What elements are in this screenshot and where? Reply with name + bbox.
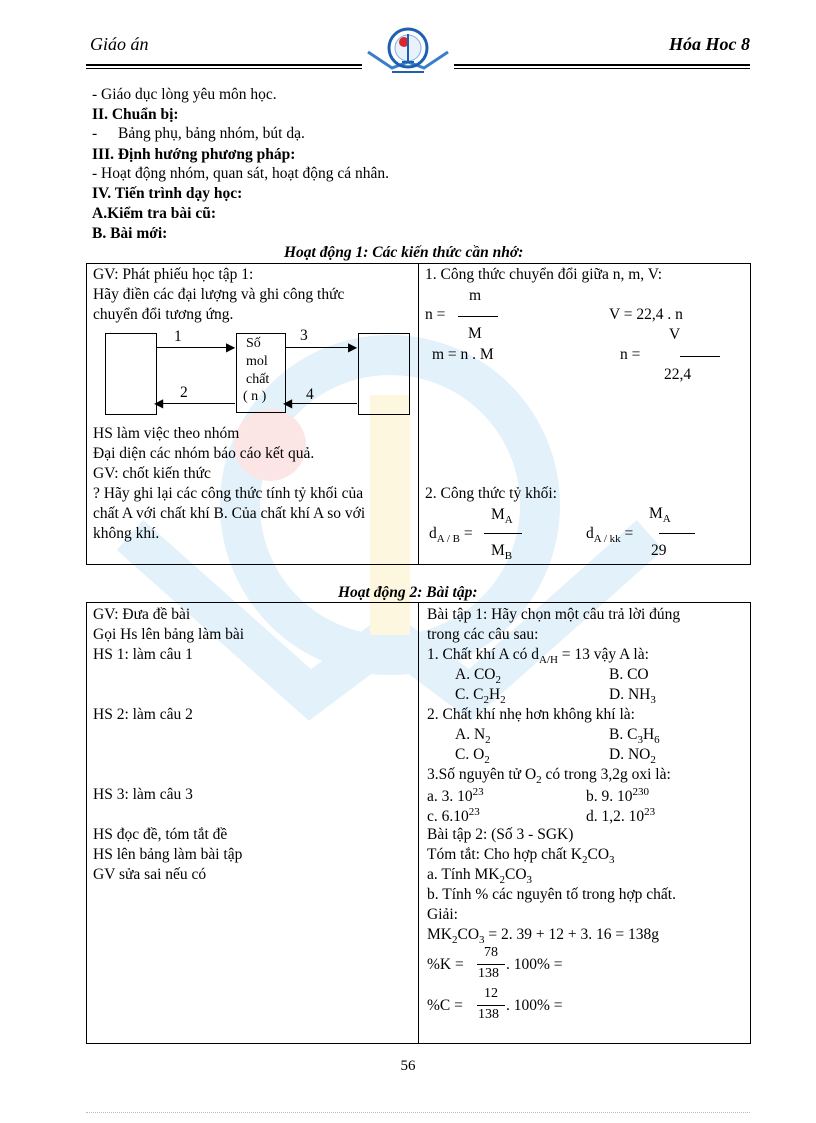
frac-line-pc <box>477 1005 505 1006</box>
hd2-left-1: GV: Đưa đề bài <box>93 606 191 623</box>
hd1-right-1: 1. Công thức chuyển đổi giữa n, m, V: <box>425 266 663 283</box>
q2-option-a: A. $N_2$ <box>455 726 491 747</box>
arrow-3-head-icon: ▶ <box>348 340 358 354</box>
section-iii-heading: III. Định hướng phương pháp: <box>92 146 296 163</box>
diagram-box-right <box>358 333 410 415</box>
frac-line-4 <box>659 533 695 534</box>
intro-dash: - <box>92 125 98 142</box>
arrow-2-label: 2 <box>180 384 188 401</box>
frac-V-num: V <box>669 326 681 343</box>
hd1-left-3: chuyển đổi tương ứng. <box>93 306 234 323</box>
q1-option-c: C. $C_2H_2$ <box>455 686 506 707</box>
hd1-left-2: Hãy điền các đại lượng và ghi công thức <box>93 286 345 303</box>
hd2-left-6: HS đọc đề, tóm tắt đề <box>93 826 228 843</box>
bt1-line-1: Bài tập 1: Hãy chọn một câu trả lời đúng <box>427 606 681 623</box>
solution-label: Giải: <box>427 906 458 923</box>
dakk-label: $d_{A / kk}$ = <box>586 525 634 546</box>
pk-den: 138 <box>478 966 499 981</box>
pk-label: %K = <box>427 956 464 973</box>
q1-option-a: A. $CO_2$ <box>455 666 501 687</box>
pk-num: 78 <box>484 945 498 960</box>
frac-line-2 <box>680 356 720 357</box>
bt2-part-a: a. Tính $MK_2CO_3$ <box>427 866 533 887</box>
arrow-2 <box>157 403 235 404</box>
pc-label: %C = <box>427 997 463 1014</box>
hd2-left-8: GV sửa sai nếu có <box>93 866 207 883</box>
intro-line-3: Bảng phụ, bảng nhóm, bút dạ. <box>118 125 305 142</box>
n-eq2-label: n = <box>620 346 641 363</box>
arrow-1-label: 1 <box>174 328 182 345</box>
arrow-4-label: 4 <box>306 386 314 403</box>
dakk-num: $M_A$ <box>649 505 671 526</box>
frac-M-den: M <box>468 325 482 342</box>
section-iv-heading: IV. Tiến trình dạy học: <box>92 185 243 202</box>
section-b-heading: B. Bài mới: <box>92 225 168 242</box>
frac-line-3 <box>484 533 522 534</box>
q1-option-d: D. $NH_3$ <box>609 686 656 707</box>
arrow-3 <box>285 347 355 348</box>
diagram-center-3: chất <box>246 372 270 387</box>
bt1-line-2: trong các câu sau: <box>427 626 539 643</box>
hd2-left-3: HS 1: làm câu 1 <box>93 646 193 663</box>
q1-option-b: B. CO <box>609 666 649 683</box>
v-formula: V = 22,4 . n <box>609 306 683 323</box>
arrow-1-head-icon: ▶ <box>226 340 236 354</box>
section-a-heading: A.Kiểm tra bài cũ: <box>92 205 216 222</box>
pc-tail: . 100% = <box>506 997 563 1014</box>
arrow-1 <box>156 347 234 348</box>
hd1-left-9: không khí. <box>93 525 160 542</box>
bt2-summary: Tóm tắt: Cho hợp chất $K_2CO_3$ <box>427 846 615 867</box>
header-left: Giáo án <box>90 34 149 54</box>
activity-1-title: Hoạt động 1: Các kiến thức cần nhớ: <box>284 244 524 261</box>
frac-m-num: m <box>469 287 482 304</box>
hd1-left-8: chất A với chất khí B. Của chất khí A so với <box>93 505 366 522</box>
hd2-left-5: HS 3: làm câu 3 <box>93 786 193 803</box>
dab-den: $M_B$ <box>491 542 513 563</box>
intro-line-1: - Giáo dục lòng yêu môn học. <box>92 86 277 103</box>
arrow-3-label: 3 <box>300 327 308 344</box>
diagram-center-1: Số <box>246 336 261 351</box>
n-eq-label: n = <box>425 306 446 323</box>
q3-option-b: b. 9. $10^{230}$ <box>586 786 649 806</box>
q3-option-d: d. 1,2. $10^{23}$ <box>586 806 656 826</box>
school-logo-icon <box>362 22 454 78</box>
solution-line-1: $MK_2CO_3 = 2$. 39 + 12 + 3. 16 = 138g <box>427 926 659 947</box>
hd1-right-2: 2. Công thức tỷ khối: <box>425 485 557 502</box>
dakk-den: 29 <box>651 542 667 559</box>
dab-num: $M_A$ <box>491 506 513 527</box>
intro-line-5: - Hoạt động nhóm, quan sát, hoạt động cá nhân. <box>92 165 390 182</box>
section-ii-heading: II. Chuẩn bị: <box>92 106 179 123</box>
bt2-title: Bài tập 2: (Số 3 - SGK) <box>427 826 574 843</box>
pc-num: 12 <box>484 986 498 1001</box>
pc-den: 138 <box>478 1007 499 1022</box>
hd1-left-4: HS làm việc theo nhóm <box>93 425 240 442</box>
hd1-left-7: ? Hãy ghi lại các công thức tính tỷ khối của <box>93 485 364 502</box>
frac-line-1 <box>458 316 498 317</box>
q3-option-a: a. 3. $10^{23}$ <box>427 786 484 806</box>
frac-224-den: 22,4 <box>664 366 692 383</box>
hd2-left-2: Gọi Hs lên bảng làm bài <box>93 626 245 643</box>
q2-option-b: B. $C_3H_6$ <box>609 726 660 747</box>
m-formula: m = n . M <box>432 346 494 363</box>
arrow-4 <box>286 403 357 404</box>
diagram-box-left <box>105 333 157 415</box>
page-number: 56 <box>400 1058 416 1074</box>
hd2-left-7: HS lên bảng làm bài tập <box>93 846 243 863</box>
frac-line-pk <box>477 964 505 965</box>
dab-label: $d_{A / B}$ = <box>429 525 473 546</box>
pk-tail: . 100% = <box>506 956 563 973</box>
footer-rule <box>86 1112 750 1113</box>
q2-option-d: D. $NO_2$ <box>609 746 656 767</box>
diagram-center-4: ( n ) <box>243 389 267 404</box>
hd1-left-6: GV: chốt kiến thức <box>93 465 211 482</box>
q2-stem: 2. Chất khí nhẹ hơn không khí là: <box>427 706 635 723</box>
q3-option-c: c. 6.10$^{23}$ <box>427 806 480 826</box>
diagram-center-2: mol <box>246 354 268 369</box>
header-right: Hóa Hoc 8 <box>669 34 750 54</box>
hd1-left-1: GV: Phát phiếu học tập 1: <box>93 266 254 283</box>
hd1-left-5: Đại diện các nhóm báo cáo kết quả. <box>93 445 315 462</box>
table-divider-2 <box>418 603 419 1043</box>
arrow-4-head-icon: ◀ <box>283 396 293 410</box>
arrow-2-head-icon: ◀ <box>154 396 164 410</box>
q1-stem: 1. Chất khí A có $d_{A/H} = 13$ vậy A là: <box>427 646 649 667</box>
bt2-part-b: b. Tính % các nguyên tố trong hợp chất. <box>427 886 676 903</box>
q3-stem: 3.Số nguyên tử $O_2$ có trong 3,2g oxi là: <box>427 766 671 787</box>
q2-option-c: C. $O_2$ <box>455 746 490 767</box>
hd2-left-4: HS 2: làm câu 2 <box>93 706 193 723</box>
table-divider <box>418 264 419 564</box>
activity-2-title: Hoạt động 2: Bài tập: <box>338 584 478 601</box>
